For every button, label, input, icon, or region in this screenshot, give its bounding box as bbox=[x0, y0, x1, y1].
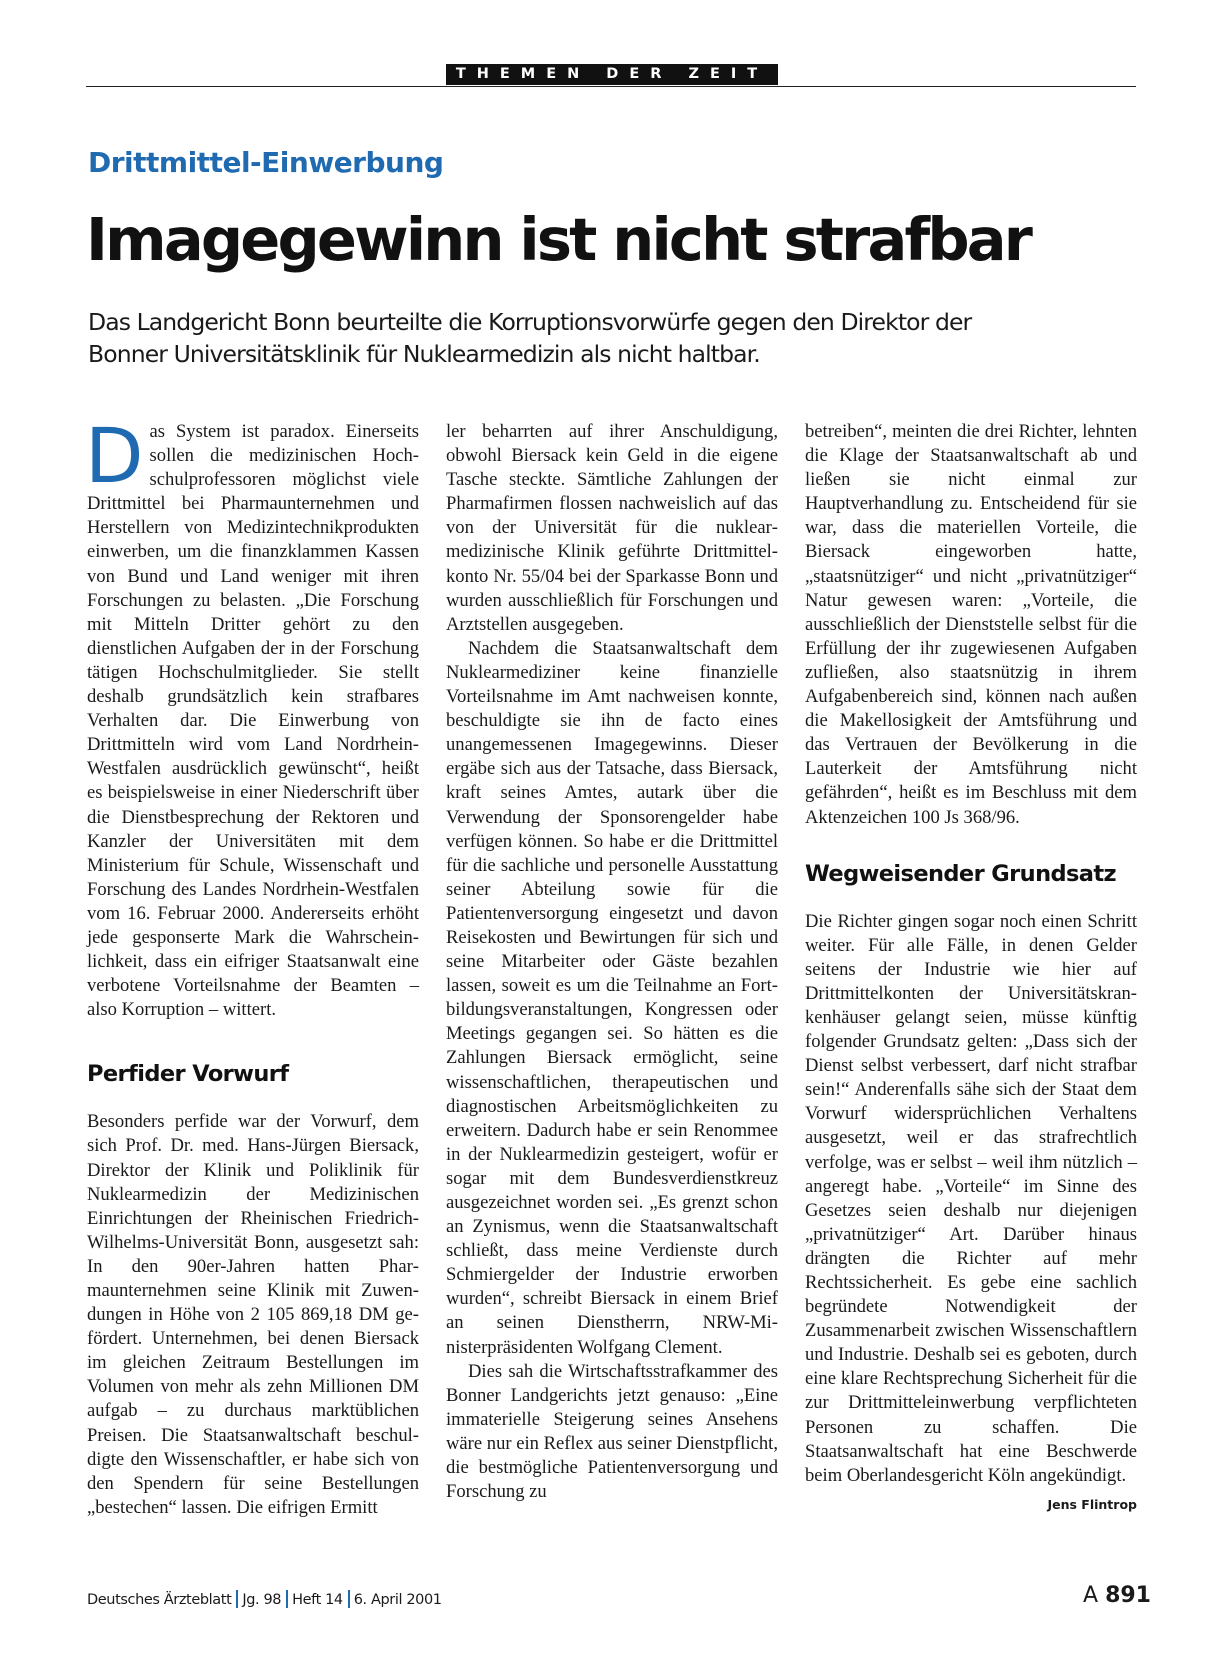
paragraph-4-continued-text: betreiben“, meinten die drei Richter, lehnten die Klage der Staatsanwaltschaft ab und ließen sie nicht einmal zur Hauptverhandlung zu. Entscheidend für sie war, dass die materiellen Vorteile, die Biersack eingeworben hatte, „staatsnütziger“ und nicht „privatnütziger“ Natur gewesen waren: „Vorteile, die ausschließlich der Dienststelle selbst für die Erfüllung der ihr zugewiesenen Aufgaben zufließen, also staatsnützig in ihrem Aufgabenbereich sind, können nach außen die Makellosigkeit der Amtsführung und das Vertrauen der Bevölkerung in die Lauterkeit der Amtsführung nicht gefährden“, heißt es im Beschluss mit dem Aktenzeichen 100 Js 368/96. bbox=[805, 421, 1137, 828]
deck-line-1: Das Landgericht Bonn beurteilte die Korruptionsvorwürfe gegen den Direktor der bbox=[88, 308, 972, 336]
journal-date: 6. April 2001 bbox=[353, 1592, 442, 1608]
paragraph-3: Nachdem die Staatsanwaltschaft dem Nuklearmediziner keine finanzielle Vorteilsnahme im Amt nachweisen konnte, beschuldigte sie ihn de facto eines unangemessenen Imagegewinns. Dieser ergäbe sich aus der Tatsache, dass Biersack, kraft seines Amtes, autark über die Verwendung der Sponsorengelder habe verfügen können. So habe er die Drittmittel für die sachliche und personelle Ausstattung seiner Abteilung sowie für die Patientenversorgung eingesetzt und davon Reisekosten und Bewirtungen für sich und seine Mitarbeiter oder Gäste bezahlen lassen, soweit es um die Teilnahme an Fortbildungsveranstaltungen, Kongressen oder Meetings gegangen sei. So hätten es die Zahlungen Biersack ermöglicht, seine wissenschaftlichen, therapeutischen und diagnostischen Arbeitsmöglichkeiten zu erweitern. Dadurch habe er sein Renommee in der Nuklearmedizin gesteigert, wofür er sogar mit dem Bundesverdienstkreuz ausgezeichnet worden sei. „Es grenzt schon an Zynismus, wenn die Staatsanwaltschaft schließt, dass meine Verdienste durch Schmiergelder der Industrie erworben wurden“, schreibt Biersack in einem Brief an seinen Dienstherrn, NRW-Ministerpräsidenten Wolfgang Clement. bbox=[446, 637, 778, 1358]
paragraph-2: Besonders perfide war der Vorwurf, dem sich Prof. Dr. med. Hans-Jürgen Biersack, Direktor der Klinik und Poliklinik für Nuklearmedizin der Medizinischen Einrichtungen der Rheinischen Friedrich-Wilhelms-Universität Bonn, ausgesetzt sah: In den 90er-Jahren hatten Pharmaunternehmen seine Klinik mit Zuwendungen in Höhe von 2 105 869,18 DM gefördert. Unternehmen, bei denen Biersack im gleichen Zeitraum Bestellungen im Volumen von mehr als zehn Millionen DM aufgab – zu durchaus marktüblichen Preisen. Die Staatsanwaltschaft beschuldigte den Wissenschaftler, er habe sich von den Spendern für seine Bestellungen „bestechen“ lassen. Die eifrigen Ermitt bbox=[87, 1111, 419, 1518]
deck bbox=[88, 306, 1088, 370]
header-rule bbox=[86, 86, 1136, 87]
paragraph-1 bbox=[85, 411, 419, 1022]
kicker: Drittmittel-Einwerbung bbox=[88, 146, 444, 179]
text-column-1 bbox=[85, 411, 419, 1520]
paragraph-4-continued bbox=[805, 420, 1137, 830]
page-number-value: 891 bbox=[1105, 1583, 1151, 1608]
paragraph-2-continued-text bbox=[446, 421, 778, 1504]
footer-separator bbox=[348, 1590, 350, 1608]
author: Jens Flintrop bbox=[1047, 1496, 1137, 1512]
subheading-perfider-vorwurf: Perfider Vorwurf bbox=[87, 1061, 289, 1088]
paragraph-5-text: Die Richter gingen sogar noch einen Schritt weiter. Für alle Fälle, in denen Gelder seitens der Industrie wie hier auf Drittmittelkonten der Universitätskrankenhäuser gelangt seien, müsse künftig folgender Grundsatz gelten: „Dass sich der Dienst selbst verbessert, darf nicht strafbar sein!“ Anderenfalls sähe sich der Staat dem Vorwurf widersprüchlichen Verhaltens ausgesetzt, weil er das strafrechtlich verfolge, was er selbst – weil ihm nützlich – angeregt habe. „Vorteile“ im Sinne des Gesetzes seien deshalb nur diejenigen „privatnütziger“ Art. Darüber hinaus drängten die Richter auf mehr Rechtssicherheit. Es gebe eine sachlich begründete Notwendigkeit der Zusammenarbeit zwischen Wissenschaftlern und Industrie. Deshalb sei es geboten, durch eine klare Rechtsprechung Sicherheit für die zur Drittmitteleinwerbung verpflichteten Personen zu schaffen. Die Staatsanwaltschaft hat eine Beschwerde beim Oberlandesgericht Köln angekündigt. bbox=[805, 910, 1137, 1486]
paragraph-2-tail: ler beharrten auf ihrer Anschuldigung, obwohl Biersack kein Geld in die eigene Tasche steckte. Sämtliche Zahlungen der Pharmafirmen flossen nachweislich auf das von der Universität für die nuklearmedizinische Klinik geführte Drittmittelkonto Nr. 55/04 bei der Sparkasse Bonn und wurden ausschließlich für Forschungen und Arztstellen ausgegeben. bbox=[446, 421, 778, 635]
headline: Imagegewinn ist nicht strafbar bbox=[86, 205, 1031, 274]
footer-separator bbox=[286, 1590, 288, 1608]
section-rubric: THEMEN DER ZEIT bbox=[446, 64, 778, 85]
paragraph-1-text: as System ist paradox. Einerseits sollen die medizinischen Hochschulprofessoren möglichst viele Drittmittel bei Pharmaunternehmen und Herstellern von Medizintechnikprodukten einwerben, um die finanzklammen Kassen von Bund und Land weniger mit ihren Forschungen zu belasten. „Die Forschung mit Mitteln Dritter gehört zu den dienstlichen Aufgaben der in der Forschung tätigen Hochschulmitglieder. Sie stellt deshalb grundsätzlich kein strafbares Verhalten dar. Die Einwerbung von Drittmitteln wird vom Land Nordrhein-Westfalen ausdrücklich gewünscht“, heißt es beispielsweise in einer Niederschrift über die Dienstbesprechung der Rektoren und Kanzler der Universitäten mit dem Ministerium für Schule, Wissenschaft und Forschung des Landes Nordrhein-Westfalen vom 16. Februar 2000. Andererseits erhöht jede gesponserte Mark die Wahrscheinlichkeit, dass ein eifriger Staatsanwalt eine verbotene Vorteilsnahme der Beamten – also Korruption – wittert. bbox=[87, 421, 419, 1021]
footer-citation bbox=[87, 1590, 442, 1608]
paragraph-2-continued bbox=[446, 420, 778, 1550]
page-number bbox=[1083, 1583, 1151, 1608]
paragraph-4: Dies sah die Wirtschaftsstrafkammer des Bonner Landgerichts jetzt genauso: „Eine immaterielle Steigerung seines Ansehens wäre nur ein Reflex aus seiner Dienstpflicht, die bestmögliche Patientenversorgung und Forschung zu bbox=[446, 1360, 778, 1503]
deck-line-2: Bonner Universitätsklinik für Nuklearmedizin als nicht haltbar. bbox=[88, 340, 760, 368]
journal-issue: Heft 14 bbox=[292, 1592, 343, 1608]
subheading-wegweisender-grundsatz: Wegweisender Grundsatz bbox=[805, 860, 1117, 887]
journal-volume: Jg. 98 bbox=[242, 1592, 282, 1608]
paragraph-5 bbox=[805, 910, 1137, 1512]
page-prefix: A bbox=[1083, 1583, 1099, 1608]
journal-name: Deutsches Ärzteblatt bbox=[87, 1592, 232, 1608]
text-column-2 bbox=[446, 420, 778, 1550]
drop-cap: D bbox=[85, 411, 144, 500]
footer-separator bbox=[236, 1590, 238, 1608]
text-column-3 bbox=[805, 420, 1137, 1517]
